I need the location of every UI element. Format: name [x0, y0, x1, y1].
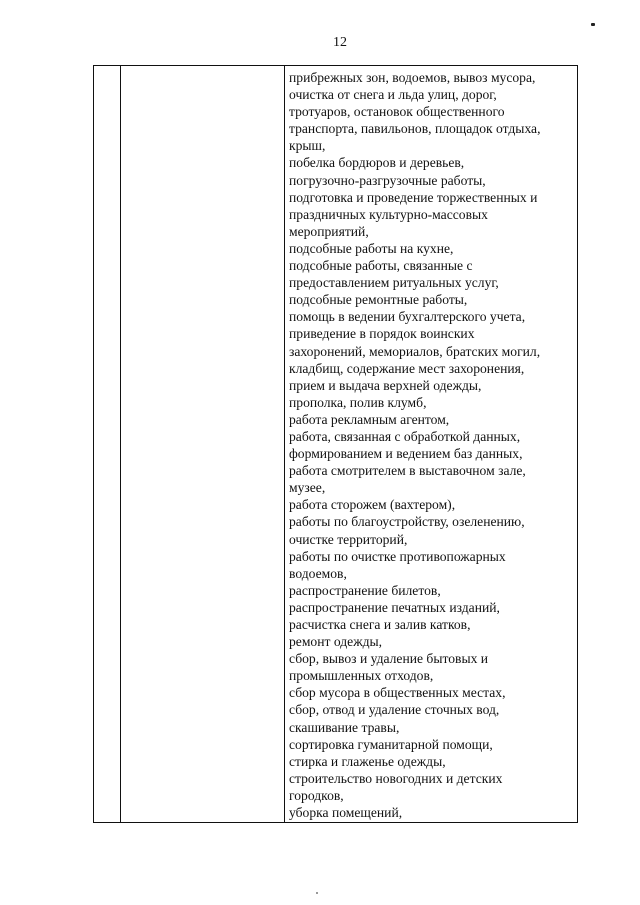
- list-item: очистке территорий,: [289, 531, 408, 547]
- list-item: праздничных культурно-массовых: [289, 206, 488, 222]
- list-item: мероприятий,: [289, 223, 369, 239]
- list-item: кладбищ, содержание мест захоронения,: [289, 360, 525, 376]
- table-cell-work-types: [285, 66, 578, 823]
- page-number: 12: [333, 35, 347, 50]
- list-item: прием и выдача верхней одежды,: [289, 377, 482, 393]
- list-item: промышленных отходов,: [289, 668, 434, 684]
- document-table: [93, 65, 578, 823]
- work-types-list: [285, 66, 577, 822]
- list-item: музее,: [289, 480, 326, 496]
- list-item: транспорта, павильонов, площадок отдыха,: [289, 121, 541, 137]
- list-item: работа смотрителем в выставочном зале,: [289, 463, 526, 479]
- list-item: распространение билетов,: [289, 582, 441, 598]
- list-item: захоронений, мемориалов, братских могил,: [289, 343, 541, 359]
- list-item: тротуаров, остановок общественного: [289, 104, 505, 120]
- table-row: [94, 66, 578, 823]
- scan-mark: [591, 23, 595, 26]
- list-item: работа сторожем (вахтером),: [289, 497, 456, 513]
- list-item: сбор мусора в общественных местах,: [289, 685, 506, 701]
- list-item: ремонт одежды,: [289, 634, 383, 650]
- list-item: работа, связанная с обработкой данных,: [289, 428, 521, 444]
- list-item: стирка и глаженье одежды,: [289, 753, 446, 769]
- list-item: крыш,: [289, 138, 326, 154]
- list-item: уборка помещений,: [289, 805, 403, 821]
- list-item: подготовка и проведение торжественных и: [289, 189, 538, 205]
- list-item: скашивание травы,: [289, 719, 400, 735]
- list-item: подсобные работы на кухне,: [289, 240, 454, 256]
- list-item: работа рекламным агентом,: [289, 411, 450, 427]
- list-item: помощь в ведении бухгалтерского учета,: [289, 309, 526, 325]
- list-item: очистка от снега и льда улиц, дорог,: [289, 87, 497, 103]
- list-item: работы по очистке противопожарных: [289, 548, 506, 564]
- list-item: погрузочно-разгрузочные работы,: [289, 172, 486, 188]
- table-cell-number: [94, 66, 121, 823]
- list-item: побелка бордюров и деревьев,: [289, 155, 465, 171]
- list-item: подсобные работы, связанные с: [289, 258, 473, 274]
- list-item: прополка, полив клумб,: [289, 394, 427, 410]
- list-item: водоемов,: [289, 565, 347, 581]
- list-item: прибрежных зон, водоемов, вывоз мусора,: [289, 70, 536, 85]
- list-item: сбор, вывоз и удаление бытовых и: [289, 651, 489, 667]
- list-item: предоставлением ритуальных услуг,: [289, 275, 499, 291]
- list-item: сбор, отвод и удаление сточных вод,: [289, 702, 500, 718]
- table-cell-category: [121, 66, 285, 823]
- list-item: строительство новогодних и детских: [289, 770, 503, 786]
- scan-speck: [316, 892, 318, 894]
- list-item: расчистка снега и залив катков,: [289, 617, 471, 632]
- list-item: городков,: [289, 787, 344, 803]
- list-item: приведение в порядок воинских: [289, 326, 475, 342]
- list-item: формированием и ведением баз данных,: [289, 446, 523, 462]
- list-item: распространение печатных изданий,: [289, 599, 500, 615]
- list-item: сортировка гуманитарной помощи,: [289, 736, 493, 752]
- list-item: подсобные ремонтные работы,: [289, 292, 468, 308]
- list-item: работы по благоустройству, озеленению,: [289, 514, 525, 530]
